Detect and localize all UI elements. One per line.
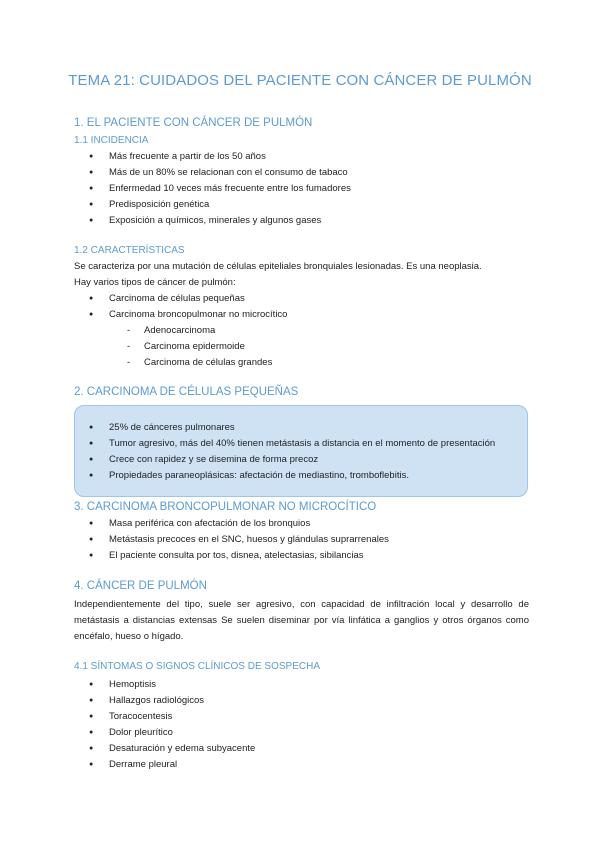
list-item: ● Crece con rapidez y se disemina de forma precoz xyxy=(0,452,495,468)
incidencia-list xyxy=(0,149,351,229)
list-item: - Carcinoma epidermoide xyxy=(0,339,272,355)
list-item: ● El paciente consulta por tos, disnea, atelectasias, sibilancias xyxy=(0,548,389,564)
list-item: ● Metástasis precoces en el SNC, huesos y glándulas suprarrenales xyxy=(0,532,389,548)
list-item: ● Dolor pleurítico xyxy=(0,725,255,741)
subtipos-list xyxy=(0,323,272,371)
sintomas-list xyxy=(0,677,255,773)
celulas-pequenas-list xyxy=(0,420,495,484)
list-item: ● Hallazgos radiológicos xyxy=(0,693,255,709)
list-item: ● 25% de cánceres pulmonares xyxy=(0,420,495,436)
section4-paragraph: Independientemente del tipo, suele ser agresivo, con capacidad de infiltración local y desarrollo de metástasis a distancias extensas Se suelen diseminar por vía linfática a ganglios y otros órganos como encéfalo, hueso o hígado. xyxy=(74,599,529,642)
list-item: ● Predisposición genética xyxy=(0,197,351,213)
list-item: ● Toracocentesis xyxy=(0,709,255,725)
list-item: ● Carcinoma de células pequeñas xyxy=(0,291,287,307)
section1-1-heading: 1.1 INCIDENCIA xyxy=(74,135,149,146)
list-item: ● Masa periférica con afectación de los bronquios xyxy=(0,516,389,532)
caracteristicas-text-1: Se caracteriza por una mutación de células epiteliales bronquiales lesionadas. Es una neoplasia. xyxy=(74,261,482,272)
list-item: - Carcinoma de células grandes xyxy=(0,355,272,371)
list-item: ● Carcinoma broncopulmonar no microcítico xyxy=(0,307,287,323)
list-item: - Adenocarcinoma xyxy=(0,323,272,339)
section3-heading: 3. CARCINOMA BRONCOPULMONAR NO MICROCÍTICO xyxy=(74,501,377,513)
list-item: ● Hemoptisis xyxy=(0,677,255,693)
list-item: ● Desaturación y edema subyacente xyxy=(0,741,255,757)
section1-2-heading: 1.2 CARACTERÍSTICAS xyxy=(74,245,185,256)
list-item: ● Derrame pleural xyxy=(0,757,255,773)
list-item: ● Exposición a químicos, minerales y algunos gases xyxy=(0,213,351,229)
list-item: ● Tumor agresivo, más del 40% tienen metástasis a distancia en el momento de presentación xyxy=(0,436,495,452)
tipos-list xyxy=(0,291,287,323)
section2-heading: 2. CARCINOMA DE CÉLULAS PEQUEÑAS xyxy=(74,386,299,398)
list-item: ● Propiedades paraneoplásicas: afectación de mediastino, tromboflebitis. xyxy=(0,468,495,484)
section4-heading: 4. CÁNCER DE PULMÓN xyxy=(74,580,207,592)
section4-1-heading: 4.1 SÍNTOMAS O SIGNOS CLÍNICOS DE SOSPECHA xyxy=(74,661,320,672)
no-microcitico-list xyxy=(0,516,389,564)
list-item: ● Más frecuente a partir de los 50 años xyxy=(0,149,351,165)
list-item: ● Más de un 80% se relacionan con el consumo de tabaco xyxy=(0,165,351,181)
caracteristicas-text-2: Hay varios tipos de cáncer de pulmón: xyxy=(74,277,236,288)
page-title: TEMA 21: CUIDADOS DEL PACIENTE CON CÁNCER DE PULMÓN xyxy=(68,72,532,89)
section1-heading: 1. EL PACIENTE CON CÁNCER DE PULMÓN xyxy=(74,117,313,129)
list-item: ● Enfermedad 10 veces más frecuente entre los fumadores xyxy=(0,181,351,197)
